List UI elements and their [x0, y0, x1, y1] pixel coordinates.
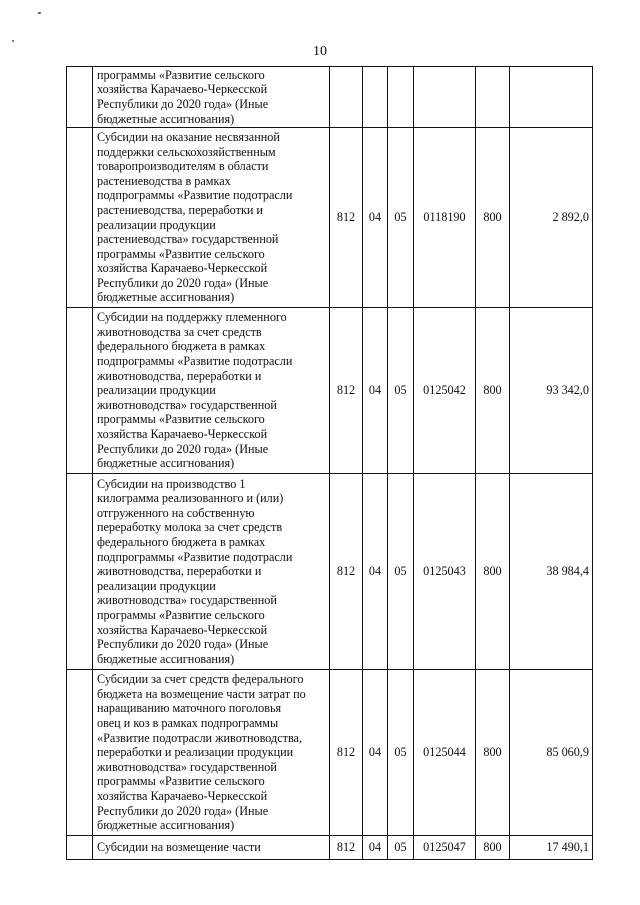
row-amount: 17 490,1	[510, 836, 593, 860]
table-row	[67, 836, 593, 860]
row-target: 0125044	[414, 670, 476, 836]
scan-speck	[12, 40, 14, 42]
row-description: Субсидии на возмещение части	[93, 836, 330, 860]
row-section: 04	[363, 308, 388, 474]
row-description: Субсидии за счет средств федерального бюджета на возмещение части затрат по наращиванию маточного поголовья овец и коз в рамках подпрограммы «Развитие подотрасли животноводства, переработки и реализации продукции животноводства» государственной программы «Развитие сельского хозяйства Карачаево-Черкесской Республики до 2020 года» (Иные бюджетные ассигнования)	[93, 670, 330, 836]
row-target: 0125042	[414, 308, 476, 474]
row-description: Субсидии на производство 1 килограмма реализованного и (или) отгруженного на собственную переработку молока за счет средств федерального бюджета в рамках подпрограммы «Развитие подотрасли животноводства, переработки и реализации продукции животноводства» государственной программы «Развитие сельского хозяйства Карачаево-Черкесской Республики до 2020 года» (Иные бюджетные ассигнования)	[93, 474, 330, 670]
table-row	[67, 128, 593, 308]
row-description: Субсидии на поддержку племенного животноводства за счет средств федерального бюджета в рамках подпрограммы «Развитие подотрасли животноводства, переработки и реализации продукции животноводства» государственной программы «Развитие сельского хозяйства Карачаево-Черкесской Республики до 2020 года» (Иные бюджетные ассигнования)	[93, 308, 330, 474]
row-type: 800	[476, 308, 510, 474]
row-amount: 38 984,4	[510, 474, 593, 670]
row-type: 800	[476, 474, 510, 670]
budget-table	[66, 66, 593, 860]
row-type	[476, 67, 510, 128]
row-marker-cell	[67, 308, 93, 474]
row-target	[414, 67, 476, 128]
page-number: 10	[313, 44, 327, 59]
row-section: 04	[363, 670, 388, 836]
row-code: 812	[330, 474, 363, 670]
row-code: 812	[330, 128, 363, 308]
row-marker-cell	[67, 474, 93, 670]
row-subsection: 05	[388, 670, 414, 836]
row-type: 800	[476, 670, 510, 836]
row-amount: 85 060,9	[510, 670, 593, 836]
table-row	[67, 474, 593, 670]
row-code: 812	[330, 670, 363, 836]
row-description: Субсидии на оказание несвязанной поддержки сельскохозяйственным товаропроизводителям в области растениеводства в рамках подпрограммы «Развитие подотрасли растениеводства, переработки и реализации продукции растениеводства» государственной программы «Развитие сельского хозяйства Карачаево-Черкесской Республики до 2020 года» (Иные бюджетные ассигнования)	[93, 128, 330, 308]
row-marker-cell	[67, 67, 93, 128]
row-code	[330, 67, 363, 128]
row-amount	[510, 67, 593, 128]
row-code: 812	[330, 308, 363, 474]
row-target: 0118190	[414, 128, 476, 308]
scan-speck	[38, 12, 41, 14]
table-row	[67, 308, 593, 474]
row-type: 800	[476, 128, 510, 308]
row-section: 04	[363, 836, 388, 860]
row-amount: 93 342,0	[510, 308, 593, 474]
row-description: программы «Развитие сельского хозяйства Карачаево-Черкесской Республики до 2020 года» (Иные бюджетные ассигнования)	[93, 67, 330, 128]
row-subsection: 05	[388, 474, 414, 670]
row-code: 812	[330, 836, 363, 860]
row-target: 0125043	[414, 474, 476, 670]
row-marker-cell	[67, 128, 93, 308]
row-subsection: 05	[388, 836, 414, 860]
row-type: 800	[476, 836, 510, 860]
row-subsection: 05	[388, 128, 414, 308]
row-subsection: 05	[388, 308, 414, 474]
row-marker-cell	[67, 670, 93, 836]
row-subsection	[388, 67, 414, 128]
row-target: 0125047	[414, 836, 476, 860]
row-marker-cell	[67, 836, 93, 860]
row-section: 04	[363, 474, 388, 670]
row-section: 04	[363, 128, 388, 308]
table-row	[67, 670, 593, 836]
table-row	[67, 67, 593, 128]
row-amount: 2 892,0	[510, 128, 593, 308]
row-section	[363, 67, 388, 128]
